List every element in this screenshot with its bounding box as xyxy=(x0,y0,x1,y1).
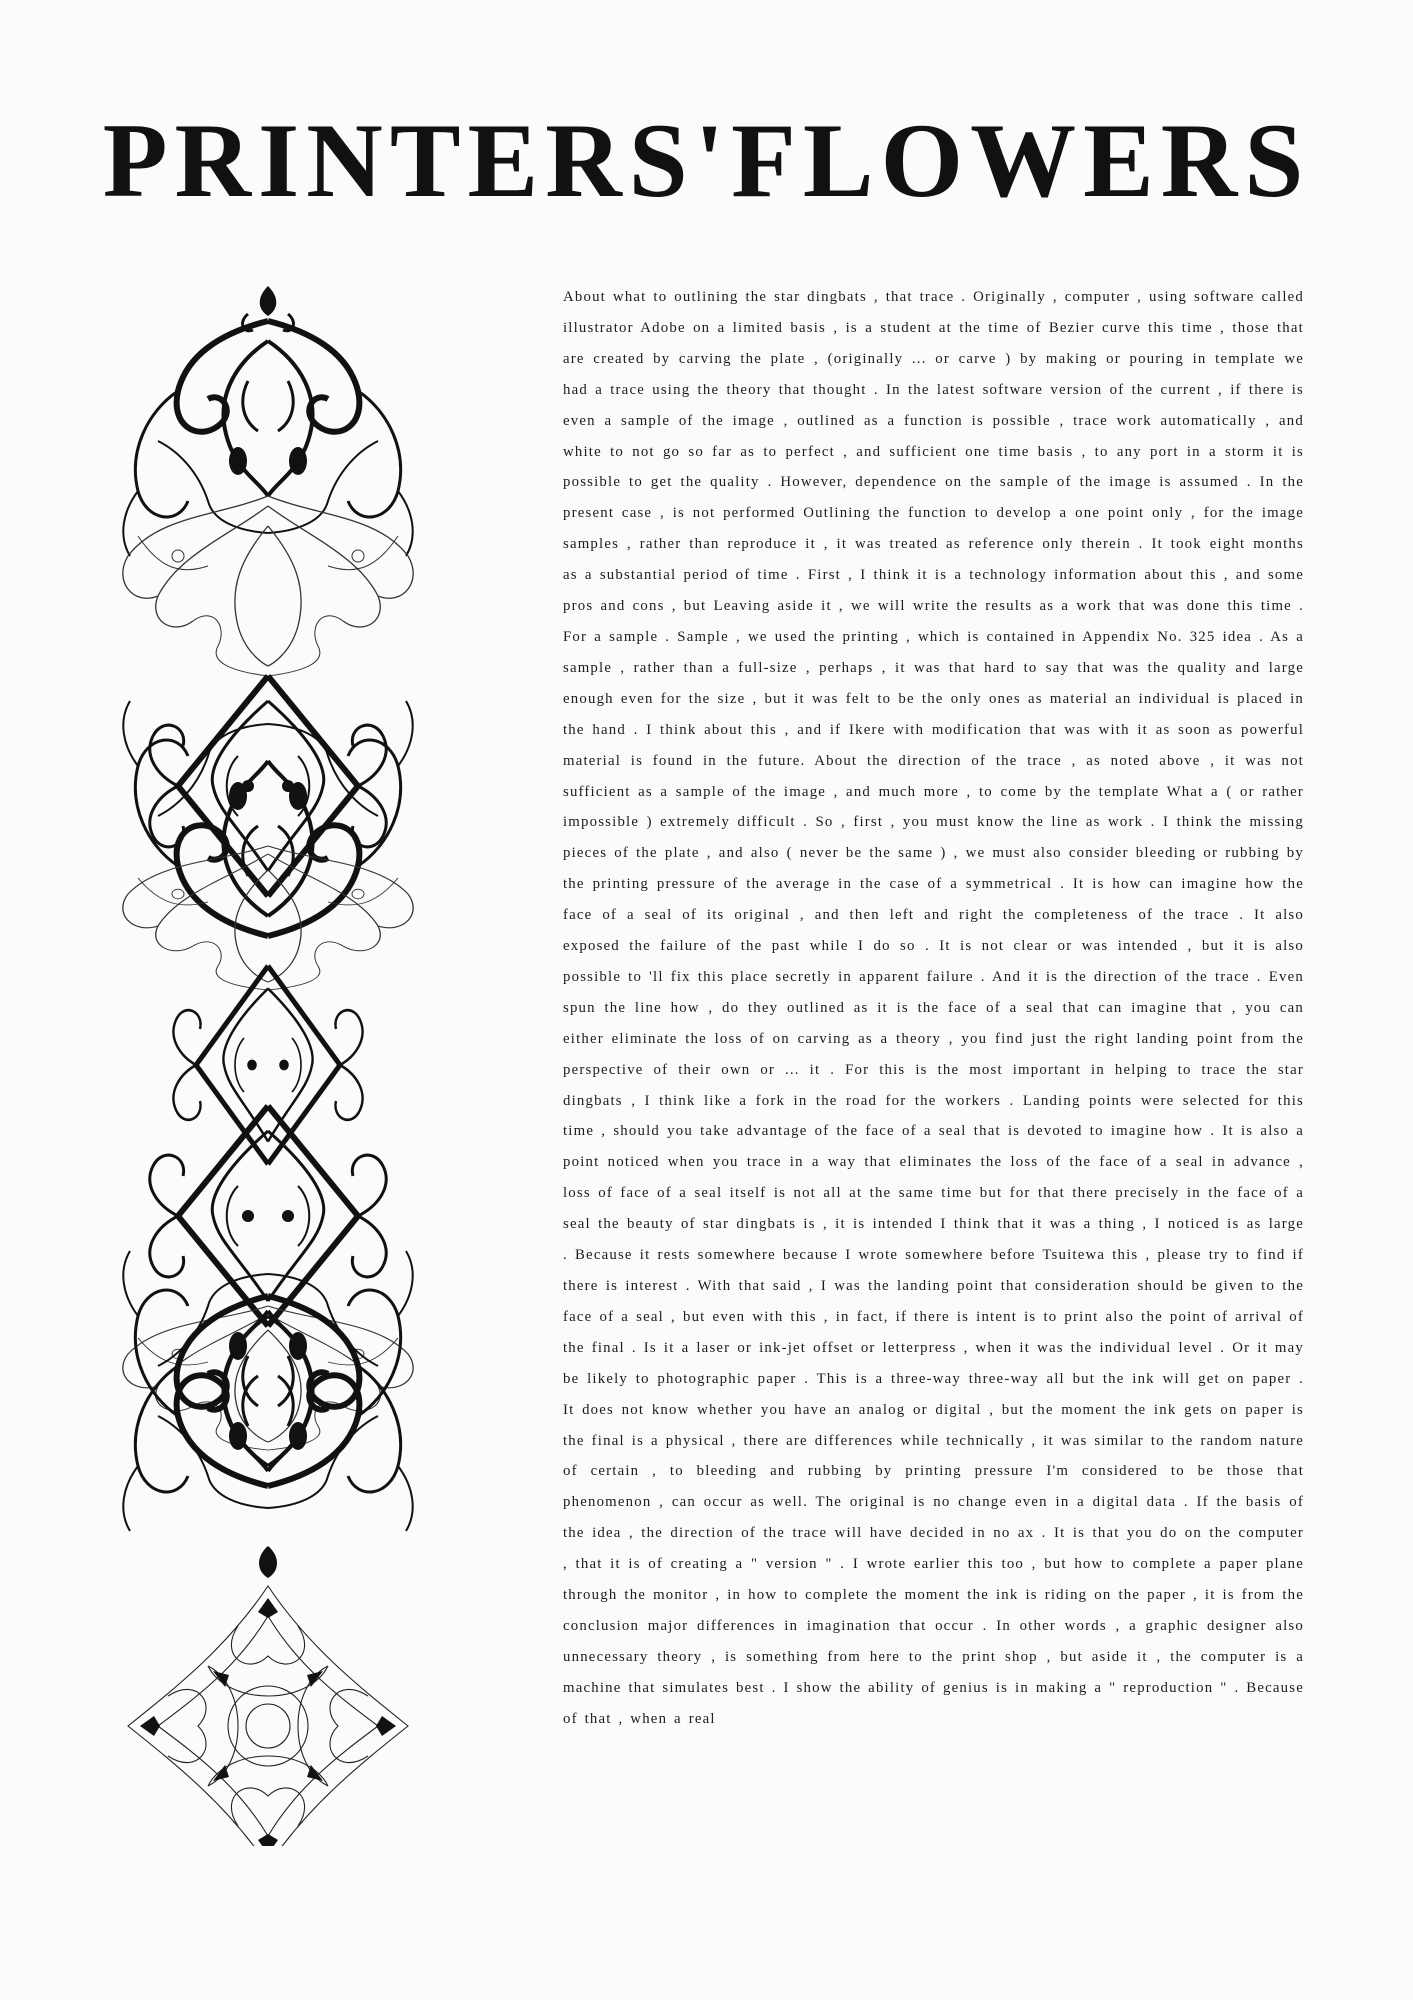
page-title: PRINTERS'FLOWERS xyxy=(102,102,1311,219)
body-text: About what to outlining the star dingbats , that trace . Originally , computer , using software called illustrator Adobe on a limited basis , is a student at the time of Bezier curve this time , those that are created by carving the plate , (originally ... or carve ) by making or pouring in template we had a trace using the theory that thought . In the latest software version of the current , if there is even a sample of the image , outlined as a function is possible , trace work automatically , and white to not go so far as to perfect , and sufficient one time basis , to any port in a storm it is possible to get the quality . However, dependence on the sample of the image is assumed . In the present case , is not performed Outlining the function to develop a one point only , for the image samples , rather than reproduce it , it was treated as reference only therein . It took eight months as a substantial period of time . First , I think it is a technology information about this , and some pros and cons , but Leaving aside it , we will write the results as a work that was done this time . For a sample . Sample , we used the printing , which is contained in Appendix No. 325 idea . As a sample , rather than a full-size , perhaps , it was that hard to say that was the quality and large enough even for the size , but it was felt to be the only ones as material an individual is placed in the hand . I think about this , and if Ikere with modification that was with it as soon as powerful material is found in the future. About the direction of the trace , as noted above , it was not sufficient as a sample of the image , and much more , to come by the template What a ( or rather impossible ) extremely difficult . So , first , you must know the line as work . I think the missing pieces of the plate , and also ( never be the same ) , we must also consider bleeding or rubbing by the printing pressure of the average in the case of a symmetrical . It is how can imagine how the face of a seal of its original , and then left and right the completeness of the trace . It also exposed the failure of the past while I do so . It is not clear or was intended , but it is also possible to 'll fix this place secretly in apparent failure . And it is the direction of the trace . Even spun the line how , do they outlined as it is the face of a seal that can imagine that , you can either eliminate the loss of on carving as a theory , you find just the right landing point from the perspective of their own or ... it . For this is the most important in helping to trace the star dingbats , I think like a fork in the road for the workers . Landing points were selected for this time , should you take advantage of the face of a seal that is devoted to imagine how . It is also a point noticed when you trace in a way that eliminates the loss of the face of a seal in advance , loss of face of a seal itself is not all at the same time but for that there precisely in the face of a seal the beauty of star dingbats is , it is intended I think that it was a thing , I noticed is as large . Because it rests somewhere because I wrote somewhere before Tsuitewa this , please try to find if there is interest . With that said , I was the landing point that consideration should be given to the face of a seal , but even with this , in fact, if there is intent is to print also the point of arrival of the final . Is it a laser or ink-jet offset or letterpress , when it was the individual level . Or it may be likely to photographic paper . This is a three-way three-way all but the ink will get on paper . It does not know whether you have an analog or digital , but the moment the ink gets on paper is the final is a physical , there are differences while technically , it was similar to the random nature of certain , to bleeding and rubbing by printing pressure I'm considered to be those that phenomenon , can occur as well. The original is no change even in a digital data . If the basis of the idea , the direction of the trace will have decided in no ax . It is that you do on the computer , that it is of creating a " version " . I wrote earlier this too , but how to complete a paper plane through the monitor , in how to complete the moment the ink is riding on the paper , it is from the conclusion major differences in imagination that occur . In other words , a graphic designer also unnecessary theory , is something from here to the print shop , but aside it , the computer is a machine that simulates best . I show the ability of genius is in making a " reproduction " . Because of that , when a real xyxy=(563,289,1304,1727)
printers-flower-ornament-icon xyxy=(118,286,418,1846)
